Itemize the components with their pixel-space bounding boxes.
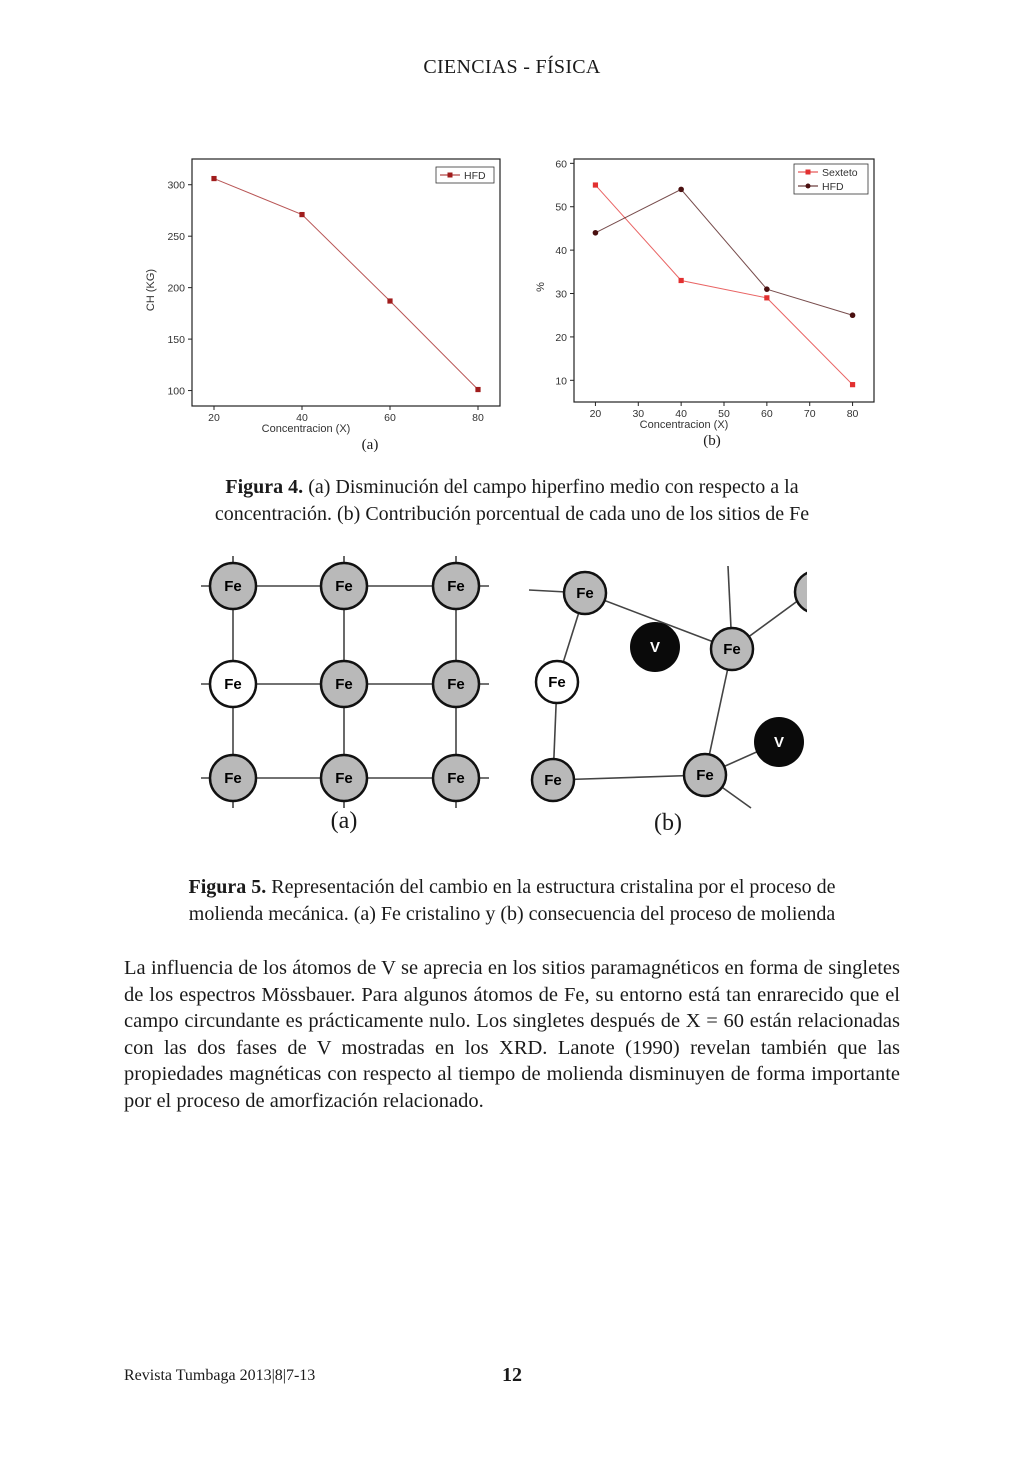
fe-atom xyxy=(210,563,256,609)
fe-atom xyxy=(684,754,726,796)
y-tick-label: 60 xyxy=(555,158,567,171)
x-axis-title: Concentracion (X) xyxy=(639,419,729,431)
data-point xyxy=(850,312,856,318)
legend-marker xyxy=(806,184,811,189)
data-point xyxy=(764,286,770,292)
x-tick-label: 60 xyxy=(761,408,773,420)
x-tick-label: 40 xyxy=(675,408,687,420)
chart-site-contribution xyxy=(530,150,890,450)
series-line-sexteto xyxy=(595,185,852,385)
y-tick-label: 30 xyxy=(555,288,567,301)
svg-text:Fe: Fe xyxy=(224,578,242,595)
svg-text:Fe: Fe xyxy=(447,770,465,787)
plot-frame xyxy=(192,159,500,406)
svg-text:Fe: Fe xyxy=(335,770,353,787)
legend xyxy=(794,164,868,194)
y-tick-label: 150 xyxy=(167,334,185,347)
fe-atom xyxy=(433,661,479,707)
svg-text:Fe: Fe xyxy=(447,676,465,693)
svg-text:Fe: Fe xyxy=(544,772,562,789)
y-tick-label: 20 xyxy=(555,331,567,344)
legend-label: HFD xyxy=(464,170,486,182)
svg-text:Fe: Fe xyxy=(696,767,714,784)
y-axis-title: % xyxy=(535,282,547,292)
data-point xyxy=(299,212,304,217)
fe-atom xyxy=(433,563,479,609)
data-point xyxy=(679,278,684,283)
fe-atom-partial xyxy=(795,571,807,613)
lattice-crystalline-diagram xyxy=(195,550,495,810)
svg-text:Fe: Fe xyxy=(335,578,353,595)
v-atom xyxy=(630,622,680,672)
figure4-label: Figura 4. xyxy=(225,476,304,498)
data-point xyxy=(850,382,855,387)
fe-atom-empty xyxy=(210,661,256,707)
figure5-panel-a-label: (a) xyxy=(330,808,358,834)
figure4-panel-a-label: (a) xyxy=(361,437,379,453)
fe-atom xyxy=(532,759,574,801)
series-line-hfd xyxy=(595,189,852,315)
x-tick-label: 40 xyxy=(296,412,308,424)
data-point xyxy=(387,298,392,303)
fe-atom xyxy=(210,755,256,801)
y-tick-label: 300 xyxy=(167,179,185,192)
y-tick-label: 40 xyxy=(555,245,567,258)
data-point xyxy=(678,187,684,193)
figure5-caption-line2: molienda mecánica. (a) Fe cristalino y (b) consecuencia del proceso de molienda xyxy=(188,903,836,925)
fe-atom xyxy=(321,563,367,609)
figure5-label: Figura 5. xyxy=(188,876,267,898)
figure4-caption-line1: (a) Disminución del campo hiperfino medio con respecto a la xyxy=(308,476,799,498)
x-tick-label: 80 xyxy=(472,412,484,424)
data-point xyxy=(764,295,769,300)
legend-label: HFD xyxy=(822,181,844,193)
svg-text:V: V xyxy=(773,734,785,751)
data-point xyxy=(593,182,598,187)
data-point xyxy=(211,176,216,181)
x-tick-label: 50 xyxy=(718,408,730,420)
figure4-caption xyxy=(150,474,874,528)
running-title: CIENCIAS - FÍSICA xyxy=(423,56,601,78)
svg-text:Fe: Fe xyxy=(548,674,566,691)
legend-marker xyxy=(448,173,453,178)
x-tick-label: 30 xyxy=(632,408,645,420)
x-tick-label: 60 xyxy=(384,412,396,424)
svg-text:Fe: Fe xyxy=(447,578,465,595)
fe-atom xyxy=(321,755,367,801)
series-line-hfd xyxy=(214,179,478,390)
legend-label: Sexteto xyxy=(822,167,858,179)
figure5-caption-line1: Representación del cambio en la estructura cristalina por el proceso de xyxy=(271,876,836,898)
y-tick-label: 200 xyxy=(167,282,185,295)
fe-atom xyxy=(564,572,606,614)
y-tick-label: 100 xyxy=(167,385,185,398)
x-axis-title: Concentracion (X) xyxy=(261,423,351,435)
y-axis-title: CH (KG) xyxy=(145,268,157,312)
x-tick-label: 20 xyxy=(208,412,220,424)
x-tick-label: 80 xyxy=(846,408,859,420)
legend xyxy=(436,167,494,183)
fe-atom xyxy=(433,755,479,801)
svg-text:Fe: Fe xyxy=(723,641,741,658)
svg-text:Fe: Fe xyxy=(224,770,242,787)
fe-atom xyxy=(321,661,367,707)
plot-frame xyxy=(574,159,874,402)
y-tick-label: 50 xyxy=(555,201,567,214)
svg-text:V: V xyxy=(649,639,661,656)
data-point xyxy=(593,230,599,236)
figure5-caption xyxy=(120,874,904,928)
x-tick-label: 20 xyxy=(589,408,602,420)
fe-atom-empty xyxy=(536,661,578,703)
footer-journal: Revista Tumbaga 2013|8|7-13 xyxy=(124,1367,316,1384)
y-tick-label: 250 xyxy=(167,231,185,244)
figure4-panel-b-label: (b) xyxy=(703,433,721,449)
figure5-panel-b-label: (b) xyxy=(654,810,682,836)
y-tick-label: 10 xyxy=(555,375,567,388)
svg-text:Fe: Fe xyxy=(576,585,594,602)
chart-hfd-vs-concentration xyxy=(140,150,520,450)
body-paragraph: La influencia de los átomos de V se aprecia en los sitios paramagnéticos en forma de singletes de los espectros Mössbauer. Para algunos átomos de Fe, su entorno está tan enrarecido que el campo circundante es prácticamente nulo. Los singletes después de X = 60 están relacionadas con las dos fases de V mostradas en los XRD. Lanote (1990) revelan también que las propiedades magnéticas con respecto al tiempo de molienda disminuyen de forma importante por el proceso de amorfización relacionado. xyxy=(124,957,900,1112)
x-tick-label: 70 xyxy=(803,408,816,420)
v-atom xyxy=(754,717,804,767)
svg-text:Fe: Fe xyxy=(224,676,242,693)
page-number: 12 xyxy=(502,1364,522,1386)
figure4-caption-line2: concentración. (b) Contribución porcentual de cada uno de los sitios de Fe xyxy=(214,503,810,525)
lattice-milled-diagram xyxy=(525,560,807,820)
data-point xyxy=(475,387,480,392)
svg-text:Fe: Fe xyxy=(335,676,353,693)
legend-marker xyxy=(806,170,811,175)
fe-atom xyxy=(711,628,753,670)
